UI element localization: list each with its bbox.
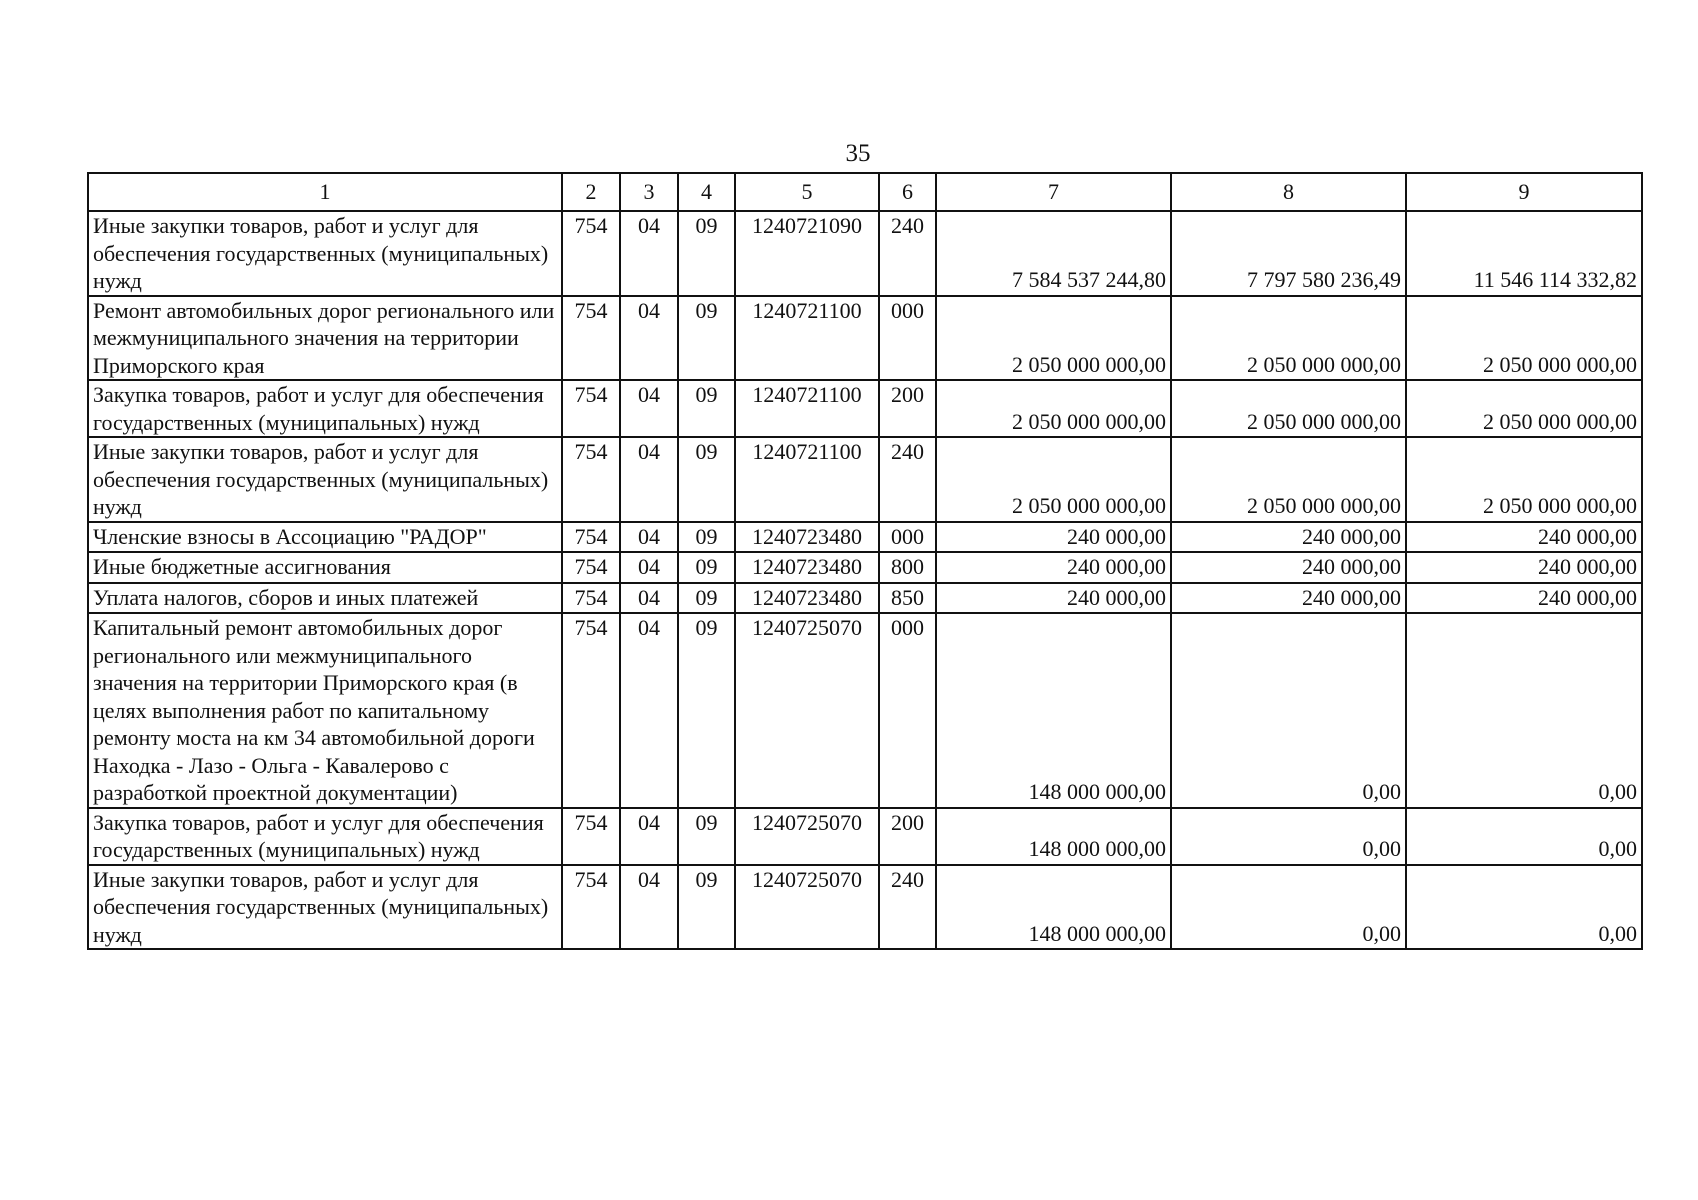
table-header-row — [88, 173, 1642, 211]
row-code-6: 850 — [879, 583, 936, 614]
column-header: 2 — [562, 173, 620, 211]
row-amount-9: 240 000,00 — [1406, 522, 1642, 553]
row-code-4: 09 — [678, 380, 735, 437]
row-amount-7: 148 000 000,00 — [936, 865, 1171, 950]
row-amount-9: 0,00 — [1406, 613, 1642, 808]
row-code-3: 04 — [620, 865, 678, 950]
row-code-2: 754 — [562, 437, 620, 522]
row-amount-9: 11 546 114 332,82 — [1406, 211, 1642, 296]
row-code-2: 754 — [562, 808, 620, 865]
row-code-6: 000 — [879, 613, 936, 808]
table-row — [88, 808, 1642, 865]
row-code-2: 754 — [562, 865, 620, 950]
row-amount-8: 2 050 000 000,00 — [1171, 380, 1406, 437]
table-row — [88, 583, 1642, 614]
row-code-4: 09 — [678, 613, 735, 808]
row-amount-8: 240 000,00 — [1171, 552, 1406, 583]
row-code-2: 754 — [562, 552, 620, 583]
row-amount-9: 240 000,00 — [1406, 552, 1642, 583]
row-code-3: 04 — [620, 583, 678, 614]
row-amount-9: 0,00 — [1406, 808, 1642, 865]
row-amount-8: 2 050 000 000,00 — [1171, 437, 1406, 522]
row-amount-7: 148 000 000,00 — [936, 613, 1171, 808]
row-amount-7: 240 000,00 — [936, 583, 1171, 614]
row-code-5: 1240725070 — [735, 865, 879, 950]
row-code-2: 754 — [562, 522, 620, 553]
row-amount-8: 7 797 580 236,49 — [1171, 211, 1406, 296]
row-amount-7: 2 050 000 000,00 — [936, 380, 1171, 437]
column-header: 5 — [735, 173, 879, 211]
row-name: Иные закупки товаров, работ и услуг для обеспечения государственных (муниципальных) нужд — [88, 865, 562, 950]
table-row — [88, 380, 1642, 437]
column-header: 3 — [620, 173, 678, 211]
row-amount-7: 2 050 000 000,00 — [936, 296, 1171, 381]
row-code-5: 1240725070 — [735, 808, 879, 865]
row-code-3: 04 — [620, 211, 678, 296]
column-header: 7 — [936, 173, 1171, 211]
row-amount-8: 240 000,00 — [1171, 522, 1406, 553]
row-name: Иные закупки товаров, работ и услуг для обеспечения государственных (муниципальных) нужд — [88, 211, 562, 296]
table-row — [88, 522, 1642, 553]
budget-table — [87, 172, 1643, 950]
row-code-2: 754 — [562, 380, 620, 437]
row-code-6: 200 — [879, 380, 936, 437]
row-code-5: 1240723480 — [735, 522, 879, 553]
row-name: Закупка товаров, работ и услуг для обеспечения государственных (муниципальных) нужд — [88, 808, 562, 865]
row-code-6: 240 — [879, 211, 936, 296]
row-code-4: 09 — [678, 437, 735, 522]
row-amount-8: 240 000,00 — [1171, 583, 1406, 614]
row-code-5: 1240723480 — [735, 583, 879, 614]
row-code-4: 09 — [678, 583, 735, 614]
table-row — [88, 613, 1642, 808]
row-name: Иные бюджетные ассигнования — [88, 552, 562, 583]
row-code-4: 09 — [678, 865, 735, 950]
table-row — [88, 437, 1642, 522]
row-code-6: 240 — [879, 437, 936, 522]
row-code-4: 09 — [678, 552, 735, 583]
row-code-5: 1240721100 — [735, 380, 879, 437]
row-amount-9: 240 000,00 — [1406, 583, 1642, 614]
row-code-6: 240 — [879, 865, 936, 950]
row-amount-7: 2 050 000 000,00 — [936, 437, 1171, 522]
row-name: Иные закупки товаров, работ и услуг для обеспечения государственных (муниципальных) нужд — [88, 437, 562, 522]
row-code-4: 09 — [678, 522, 735, 553]
row-amount-9: 2 050 000 000,00 — [1406, 380, 1642, 437]
row-amount-7: 240 000,00 — [936, 522, 1171, 553]
row-code-3: 04 — [620, 808, 678, 865]
row-code-5: 1240721100 — [735, 437, 879, 522]
table-row — [88, 865, 1642, 950]
table-row — [88, 296, 1642, 381]
row-code-4: 09 — [678, 808, 735, 865]
row-amount-8: 0,00 — [1171, 865, 1406, 950]
row-code-6: 200 — [879, 808, 936, 865]
row-code-3: 04 — [620, 437, 678, 522]
row-amount-8: 2 050 000 000,00 — [1171, 296, 1406, 381]
column-header: 4 — [678, 173, 735, 211]
row-code-6: 800 — [879, 552, 936, 583]
column-header: 1 — [88, 173, 562, 211]
column-header: 9 — [1406, 173, 1642, 211]
row-code-6: 000 — [879, 296, 936, 381]
row-code-2: 754 — [562, 583, 620, 614]
row-name: Ремонт автомобильных дорог регионального или межмуниципального значения на территории Приморского края — [88, 296, 562, 381]
row-name: Уплата налогов, сборов и иных платежей — [88, 583, 562, 614]
row-code-3: 04 — [620, 296, 678, 381]
row-amount-8: 0,00 — [1171, 613, 1406, 808]
page-number: 35 — [845, 140, 871, 167]
column-header: 8 — [1171, 173, 1406, 211]
row-code-5: 1240721090 — [735, 211, 879, 296]
row-name: Капитальный ремонт автомобильных дорог регионального или межмуниципального значения на территории Приморского края (в целях выполнения работ по капитальному ремонту моста на км 34 автомобильной дороги Находка - Лазо - Ольга - Кавалерово с разработкой проектной документации) — [88, 613, 562, 808]
row-amount-7: 148 000 000,00 — [936, 808, 1171, 865]
row-amount-9: 0,00 — [1406, 865, 1642, 950]
row-code-4: 09 — [678, 296, 735, 381]
row-code-5: 1240725070 — [735, 613, 879, 808]
row-code-3: 04 — [620, 552, 678, 583]
row-name: Членские взносы в Ассоциацию "РАДОР" — [88, 522, 562, 553]
row-code-5: 1240721100 — [735, 296, 879, 381]
row-code-6: 000 — [879, 522, 936, 553]
row-amount-8: 0,00 — [1171, 808, 1406, 865]
row-code-2: 754 — [562, 211, 620, 296]
column-header: 6 — [879, 173, 936, 211]
row-name: Закупка товаров, работ и услуг для обеспечения государственных (муниципальных) нужд — [88, 380, 562, 437]
row-code-3: 04 — [620, 522, 678, 553]
row-code-2: 754 — [562, 613, 620, 808]
row-amount-9: 2 050 000 000,00 — [1406, 296, 1642, 381]
row-amount-9: 2 050 000 000,00 — [1406, 437, 1642, 522]
row-code-5: 1240723480 — [735, 552, 879, 583]
row-amount-7: 7 584 537 244,80 — [936, 211, 1171, 296]
table-row — [88, 552, 1642, 583]
row-code-4: 09 — [678, 211, 735, 296]
row-code-2: 754 — [562, 296, 620, 381]
table-row — [88, 211, 1642, 296]
row-amount-7: 240 000,00 — [936, 552, 1171, 583]
row-code-3: 04 — [620, 380, 678, 437]
row-code-3: 04 — [620, 613, 678, 808]
